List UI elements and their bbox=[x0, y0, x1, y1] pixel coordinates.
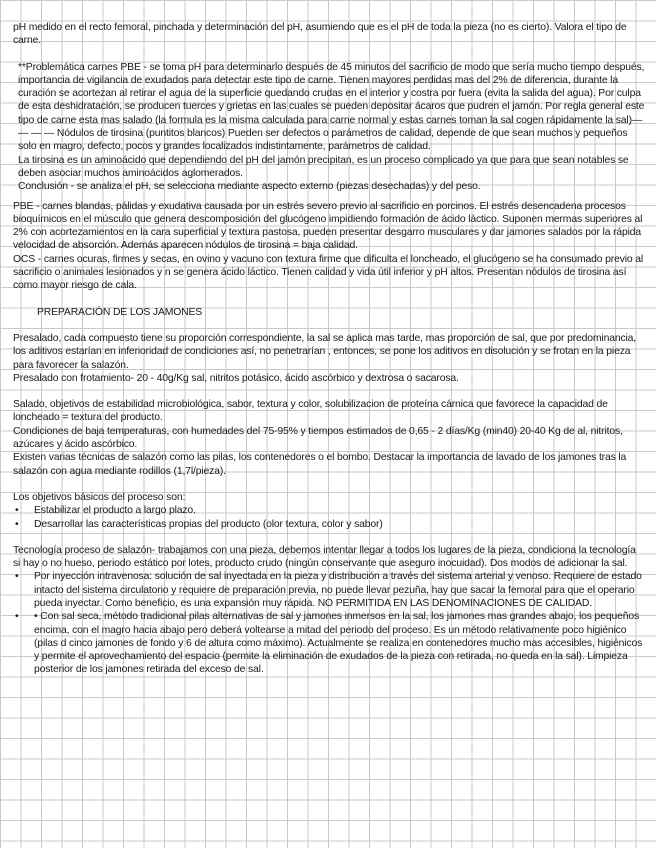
intro-paragraph: pH medido en el recto femoral, pinchada y determinación del pH, asumiendo que es el pH de toda la pieza (no es cierto). Valora el tipo de carne. bbox=[13, 22, 627, 47]
section-heading: PREPARACIÓN DE LOS JAMONES bbox=[37, 306, 203, 318]
document-page bbox=[13, 21, 645, 677]
conclusion-paragraph: Conclusión - se analiza el pH, se selecciona mediante aspecto externo (piezas desechadas) y del peso. bbox=[18, 181, 481, 193]
presalado-frotamiento-paragraph: Presalado con frotamiento- 20 - 40g/Kg sal, nitritos potásico, ácido ascórbico y dextrosa o sacarosa. bbox=[13, 372, 459, 384]
technology-paragraph: Tecnología proceso de salazón- trabajamos con una pieza, debemos intentar llegar a todos los lugares de la pieza, condiciona la tecnología si hay o no hueso, periodo estático por lotes, producto crudo (ningún conservante que aseguro inocuidad). Dos modos de adicionar la sal. bbox=[13, 544, 636, 570]
salting-modes-list bbox=[13, 570, 645, 676]
tyrosine-paragraph: La tirosina es un aminoácido que dependiendo del pH del jamón precipitan, es un proceso complicado ya que para que sean notables se deben asociar muchos aminoácidos aglomerados. bbox=[18, 154, 629, 179]
pbe-definition-paragraph: PBE - carnes blandas, pálidas y exudativa causada por un estrés severo previo al sacrificio en porcinos. El estrés desencadena procesos bioquímicos en el músculo que genera descomposición del glucógeno impidiendo formación de ácido láctico. Suponen mermas superiores al 2% con acortezamientos en la cara superficial y textura pastosa, pueden presentar desgarro musculares y dar jamones salados por la rápida velocidad de absorción. Además aparecen nódulos de tirosina = baja calidad. bbox=[13, 200, 643, 252]
techniques-paragraph: Existen varias técnicas de salazón como las pilas, los contenedores o el bombo. Destacar la importancia de lavado de los jamones tras la salazón con agua mediante rodillos (1,7l/pieza). bbox=[13, 452, 627, 477]
objectives-title: Los objetivos básicos del proceso son: bbox=[13, 491, 186, 503]
conditions-paragraph: Condiciones de baja temperaturas, con humedades del 75-95% y tiempos estimados de 0,65 - 2 días/Kg (min40) 20-40 Kg de al, nitritos, azúcares y ácido ascórbico. bbox=[13, 425, 623, 451]
salado-paragraph: Salado, objetivos de estabilidad microbiológica, sabor, textura y color, solubilizacion de proteína cárnica que favorece la capacidad de loncheado = textura del producto. bbox=[13, 399, 608, 424]
list-item: • Por inyección intravenosa: solución de sal inyectada en la pieza y distribución a través del sistema arterial y venoso. Requiere de estado intacto del sistema circulatorio y requiere de preparación previa, no puede llevar pezuña, hay que sacar la femoral para que el operario pueda inyectar. Como beneficio, es una expansión muy rápida. NO PERMITIDA EN LAS DENOMINACIONES DE CALIDAD. bbox=[13, 570, 645, 610]
list-item: • Estabilizar el producto a largo plazo. bbox=[13, 504, 645, 517]
presalado-paragraph: Presalado, cada compuesto tiene su proporción correspondiente, la sal se aplica mas tarde, mas proporción de sal, que por predominancia, los aditivos estarían en inferioridad de condiciones así, no penetrarían , entonces, se pone los aditivos en disolución y se frotan en la pieza para favorecer la salazón. bbox=[13, 332, 637, 371]
pbe-problem-paragraph: **Problemática carnes PBE - se toma pH para determinarlo después de 45 minutos del sacrificio de modo que sería mucho tiempo después, importancia de vigilancia de exudados para detectar este tipo de carne. Tienen mayores perdidas mas del 2% de diferencia, durante la curación se acortezan al retirar el agua de la superficie quedando crudas en el interior y costra por fuera (evita la salida del agua). Por culpa de esta deshidratación, se producen tuerces y grietas en las cuales se pueden depositar ácaros que pudren el jamón. Por regla general este tipo de carne esta mas salado (la formula es la misma calculada para carne normal y estas carnes toman la sal cogen rápidamente la sal)— — — — Nódulos de tirosina (puntitos blancos) Pueden ser defectos o parámetros de calidad, depende de que sean muchos y pequeños solo en magro, defecto, pocos y grandes localizados indistintamente, parámetros de calidad. bbox=[18, 61, 645, 153]
list-item: • Desarrollar las características propias del producto (olor textura, color y sabor) bbox=[13, 518, 645, 531]
list-item: • • Con sal seca, método tradicional pilas alternativas de sal y jamones inmersos en la sal, los jamones mas grandes abajo, los pequeños encima, con el magro hacia abajo pero deberá voltearse a mitad del periodo del proceso. Es un método relativamente poco higiénico (pilas d cinco jamones de fondo y 6 de altura como máximo). Actualmente se realiza en contenedores mucho mas accesibles, higiénicos y permite el aprovechamiento del espacio (permite la eliminación de exudados de la pieza con retirada, no queda en la sal). Limpieza posterior de los jamones retirada del exceso de sal. bbox=[13, 610, 645, 676]
objectives-list bbox=[13, 504, 645, 531]
ocs-definition-paragraph: OCS - carnes ocuras, firmes y secas, en ovino y vacuno con textura firme que dificulta el loncheado, el glucógeno se ha consumado previo al sacrificio o animales lesionados y n se genera ácido láctico. Tienen calidad y vida útil inferior y pH altos. Presentan nódulos de tirosina así como mayor riesgo de cala. bbox=[13, 253, 644, 292]
